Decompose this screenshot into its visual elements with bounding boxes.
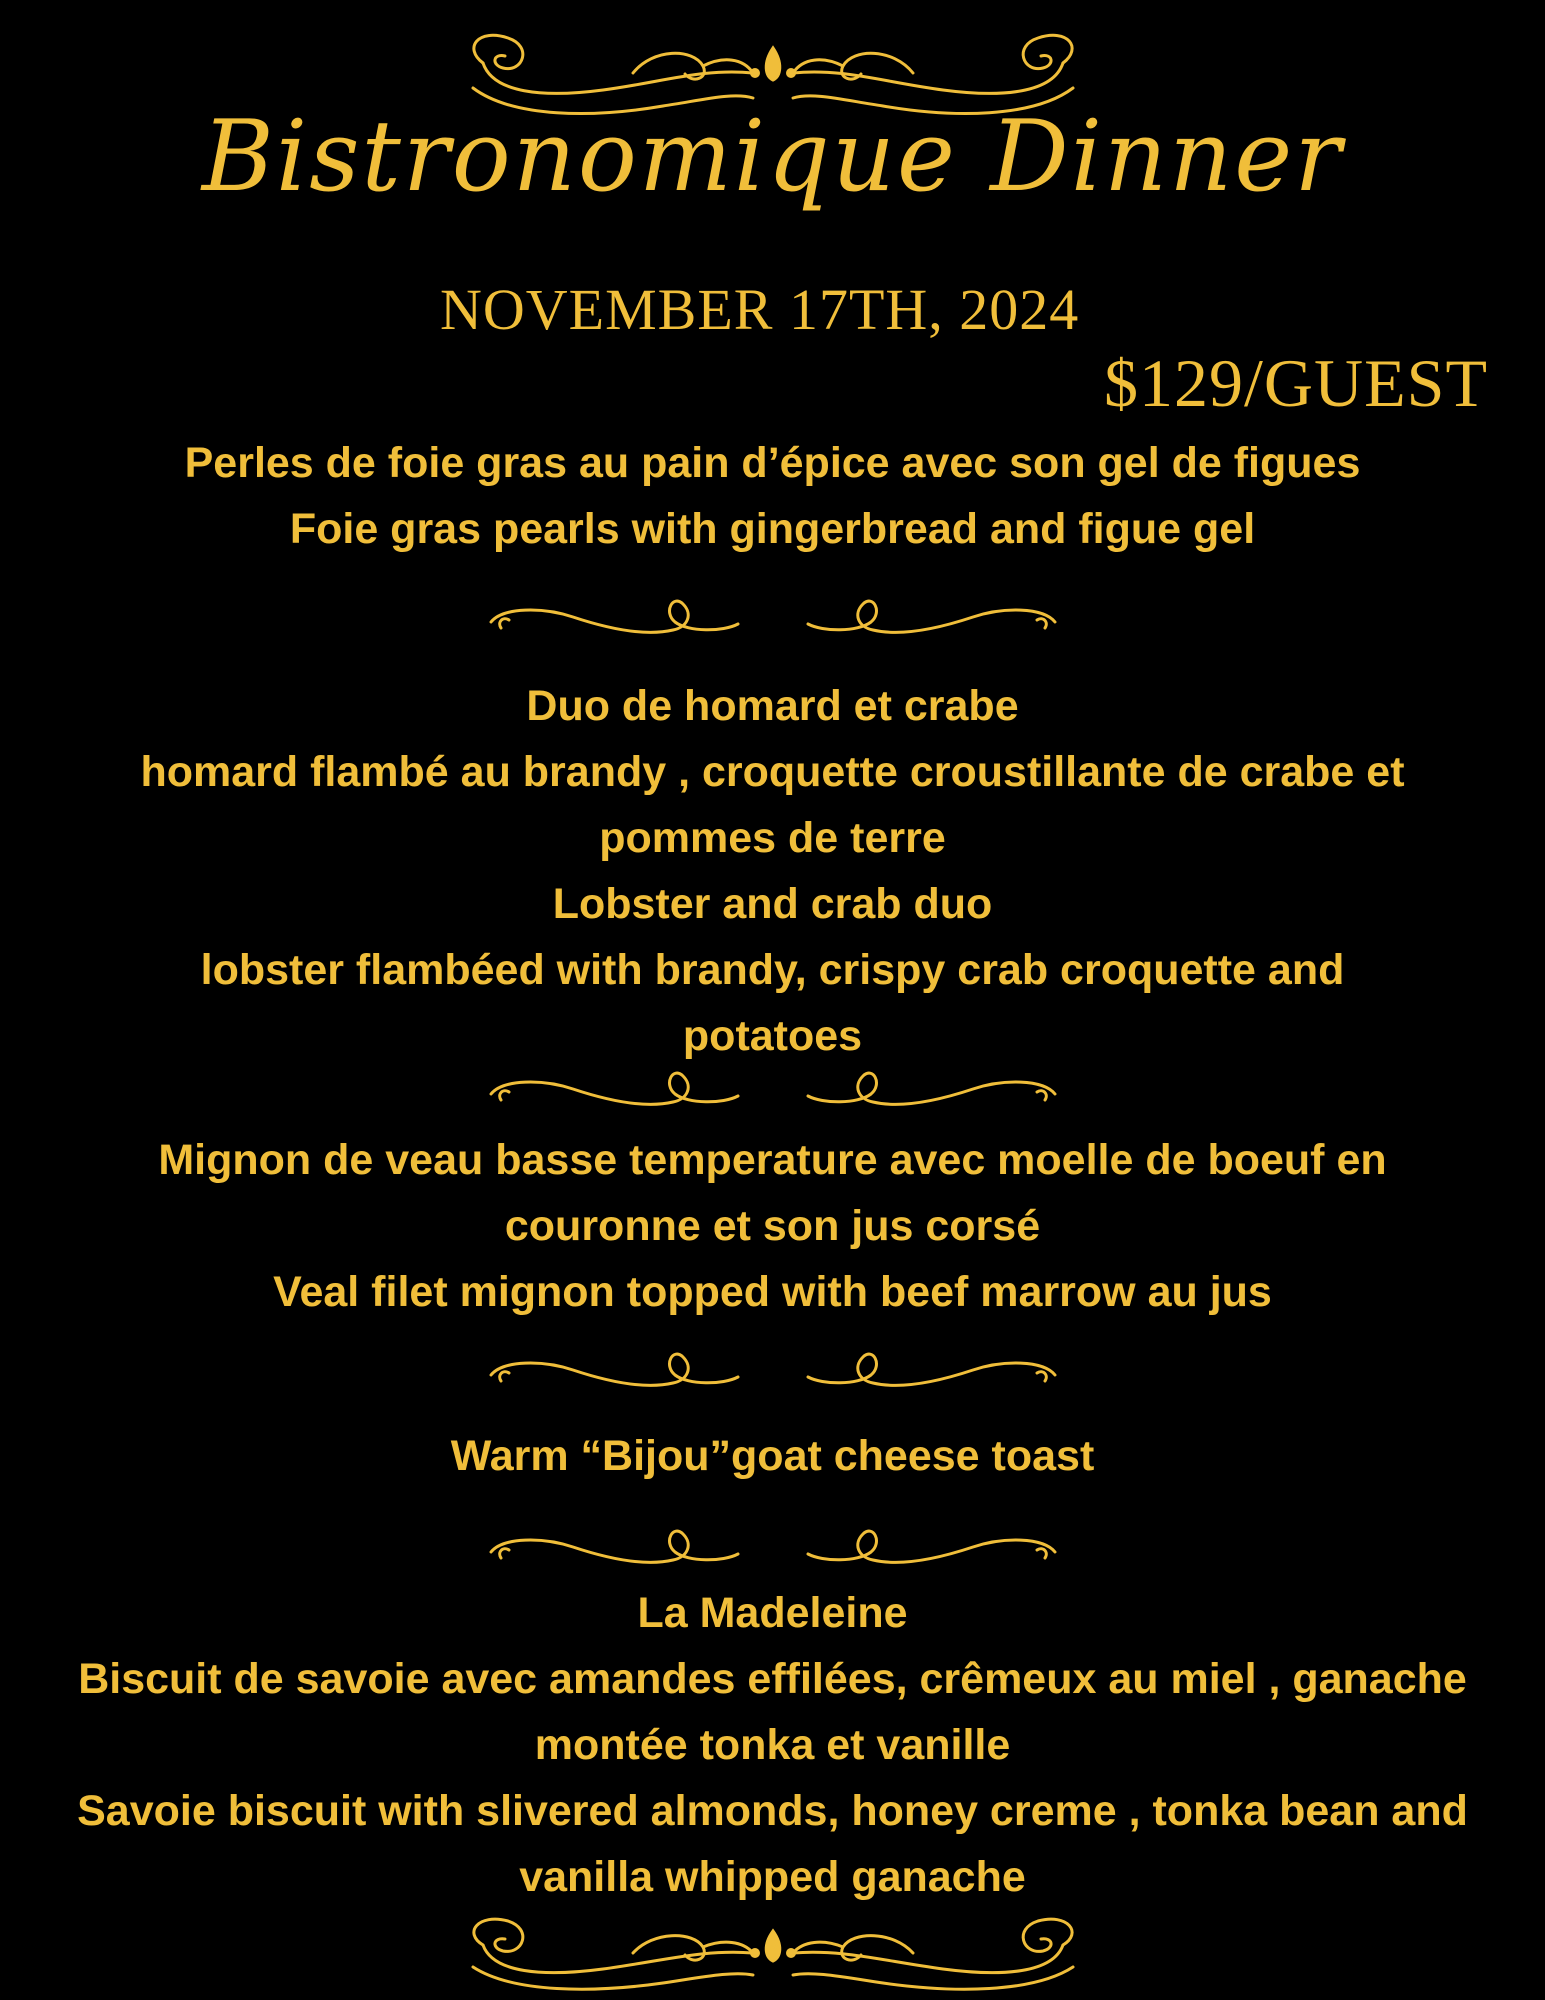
- event-date: NOVEMBER 17TH, 2024: [440, 277, 1080, 342]
- menu-title: Bistronomique Dinner: [201, 100, 1344, 214]
- course-2-english-desc-2: potatoes: [682, 1012, 863, 1060]
- swirl-divider-icon: [483, 1345, 1063, 1401]
- bottom-flourish-icon: [453, 1905, 1093, 1995]
- course-3-french-1: Mignon de veau basse temperature avec moelle de boeuf en: [158, 1136, 1387, 1184]
- course-4: Warm “Bijou”goat cheese toast: [450, 1432, 1095, 1480]
- course-3-french-2: couronne et son jus corsé: [504, 1202, 1041, 1250]
- course-5-english-1: Savoie biscuit with slivered almonds, honey creme , tonka bean and: [77, 1787, 1468, 1835]
- swirl-divider-icon: [483, 1522, 1063, 1578]
- course-2-english-title: Lobster and crab duo: [552, 880, 993, 928]
- course-1-english: Foie gras pearls with gingerbread and figue gel: [289, 505, 1256, 553]
- swirl-divider-icon: [483, 592, 1063, 648]
- course-5-french-1: Biscuit de savoie avec amandes effilées, crêmeux au miel , ganache: [78, 1655, 1467, 1703]
- swirl-divider-icon: [483, 1064, 1063, 1120]
- course-1-french: Perles de foie gras au pain d’épice avec son gel de figues: [184, 439, 1361, 487]
- course-2-french-desc-1: homard flambé au brandy , croquette croustillante de crabe et: [140, 748, 1405, 796]
- price-per-guest: $129/GUEST: [1104, 345, 1488, 421]
- course-2-french-title: Duo de homard et crabe: [526, 682, 1019, 730]
- course-5-english-2: vanilla whipped ganache: [519, 1853, 1026, 1901]
- course-5-french-2: montée tonka et vanille: [534, 1721, 1011, 1769]
- course-2-english-desc-1: lobster flambéed with brandy, crispy crab croquette and: [200, 946, 1345, 994]
- course-2-french-desc-2: pommes de terre: [599, 814, 946, 862]
- course-3-english: Veal filet mignon topped with beef marrow au jus: [273, 1268, 1272, 1316]
- course-5-title: La Madeleine: [637, 1589, 908, 1637]
